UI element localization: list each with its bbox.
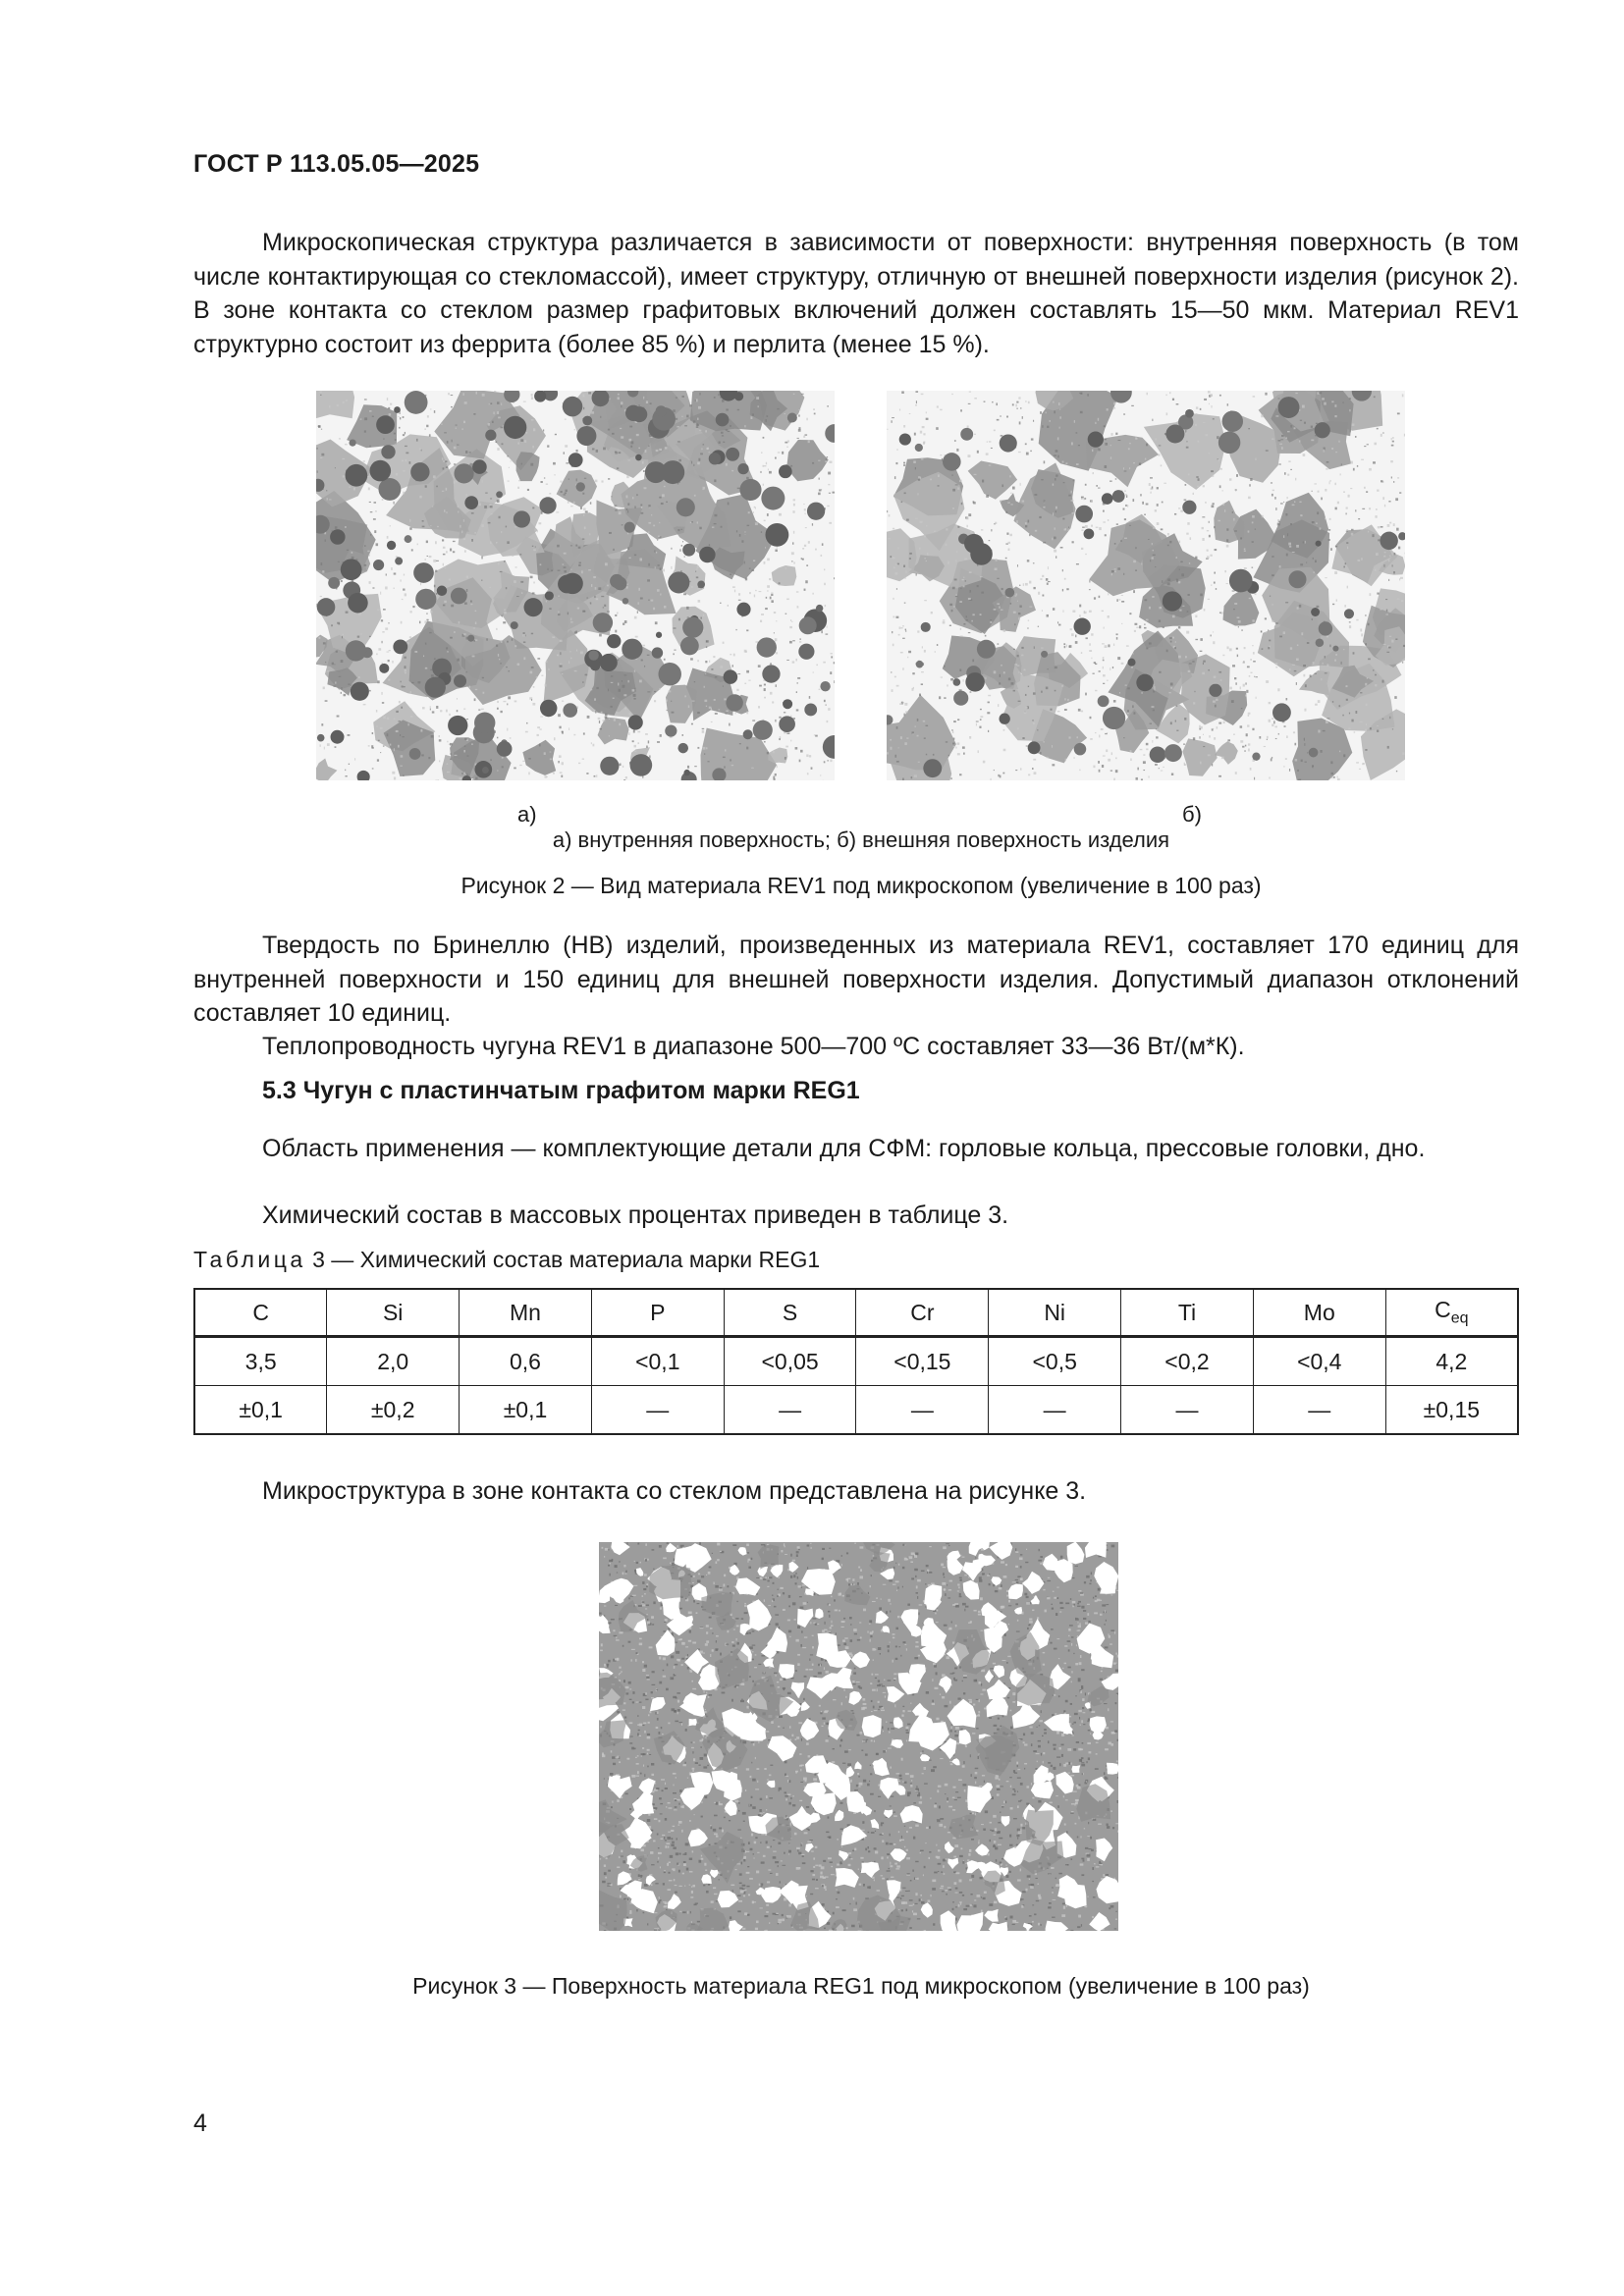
paragraph-hardness: Твердость по Бринеллю (НВ) изделий, произведенных из материала REV1, составляет 170 единиц для внутренней поверхности и 150 единиц для внешней поверхности изделия. Допустимый диапазон отклонений составляет 10 единиц.: [193, 932, 1519, 1027]
tolerance-cell: —: [1253, 1386, 1385, 1435]
table-row-values: [194, 1337, 1518, 1386]
micrograph-inner-surface: [316, 391, 835, 780]
header-cell: Mn: [460, 1289, 592, 1337]
micrograph-outer-surface: [887, 391, 1405, 780]
table-row-tolerances: [194, 1386, 1518, 1435]
micrograph-outer-image: [887, 391, 1405, 780]
tolerance-cell: ±0,1: [194, 1386, 327, 1435]
tolerance-cell: —: [856, 1386, 989, 1435]
tolerance-cell: ±0,1: [460, 1386, 592, 1435]
header-cell: Si: [327, 1289, 460, 1337]
value-cell: <0,1: [591, 1337, 724, 1386]
section-heading: 5.3 Чугун с пластинчатым графитом марки REG1: [262, 1077, 860, 1104]
paragraph-conductivity: Теплопроводность чугуна REV1 в диапазоне 500—700 ºС составляет 33—36 Вт/(м*К).: [262, 1033, 1245, 1060]
table-header-row: [194, 1289, 1518, 1337]
header-cell: Ni: [989, 1289, 1121, 1337]
value-cell: <0,15: [856, 1337, 989, 1386]
header-cell-ceq: [1385, 1289, 1518, 1337]
ceq-main: C: [1435, 1297, 1451, 1323]
value-cell: 3,5: [194, 1337, 327, 1386]
tolerance-cell: —: [1121, 1386, 1254, 1435]
value-cell: 0,6: [460, 1337, 592, 1386]
header-cell: Ti: [1121, 1289, 1254, 1337]
tolerance-cell: —: [989, 1386, 1121, 1435]
table3-caption-rest: 3 — Химический состав материала марки REG1: [305, 1247, 821, 1272]
micrograph-inner-image: [316, 391, 835, 780]
figure2-caption: Рисунок 2 — Вид материала REV1 под микроскопом (увеличение в 100 раз): [460, 873, 1262, 898]
standard-number: ГОСТ Р 113.05.05—2025: [193, 150, 480, 178]
paragraph-application: Область применения — комплектующие детали для СФМ: горловые кольца, прессовые головки, дно.: [262, 1135, 1426, 1162]
header-cell: Mo: [1253, 1289, 1385, 1337]
tolerance-cell: —: [591, 1386, 724, 1435]
table3-caption-word: Таблица: [193, 1247, 306, 1272]
header-cell: Cr: [856, 1289, 989, 1337]
chemical-composition-table: [193, 1288, 1519, 1435]
paragraph-composition-ref: Химический состав в массовых процентах приведен в таблице 3.: [262, 1201, 1009, 1229]
micrograph-reg1-image: [599, 1542, 1118, 1931]
value-cell: 4,2: [1385, 1337, 1518, 1386]
header-cell: C: [194, 1289, 327, 1337]
value-cell: <0,2: [1121, 1337, 1254, 1386]
tolerance-cell: ±0,15: [1385, 1386, 1518, 1435]
value-cell: <0,05: [724, 1337, 856, 1386]
tolerance-cell: —: [724, 1386, 856, 1435]
value-cell: 2,0: [327, 1337, 460, 1386]
micrograph-reg1-surface: [599, 1542, 1118, 1931]
ceq-subscript: eq: [1450, 1309, 1469, 1327]
value-cell: <0,4: [1253, 1337, 1385, 1386]
page-number: 4: [193, 2109, 207, 2137]
header-cell: S: [724, 1289, 856, 1337]
header-cell: P: [591, 1289, 724, 1337]
figure2-legend: а) внутренняя поверхность; б) внешняя поверхность изделия: [552, 828, 1170, 852]
figure3-caption: Рисунок 3 — Поверхность материала REG1 под микроскопом (увеличение в 100 раз): [412, 1973, 1310, 1999]
paragraph-figure3-ref: Микроструктура в зоне контакта со стеклом представлена на рисунке 3.: [262, 1477, 1087, 1505]
paragraph-microstructure: Микроскопическая структура различается в зависимости от поверхности: внутренняя поверхность (в том числе контактирующая со стекломассой), имеет структуру, отличную от внешней поверхности изделия (рисунок 2). В зоне контакта со стеклом размер графитовых включений должен составлять 15—50 мкм. Материал REV1 структурно состоит из феррита (более 85 %) и перлита (менее 15 %).: [193, 229, 1519, 358]
tolerance-cell: ±0,2: [327, 1386, 460, 1435]
table3-caption: [193, 1247, 820, 1273]
figure2-label-b: б): [1182, 802, 1202, 827]
figure2-label-a: а): [517, 802, 537, 827]
value-cell: <0,5: [989, 1337, 1121, 1386]
